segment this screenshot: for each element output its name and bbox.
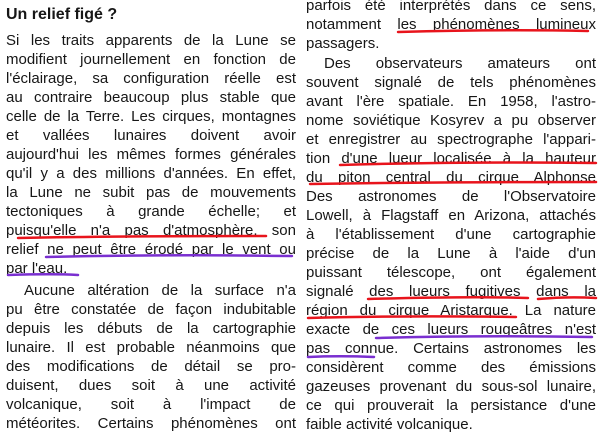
right-line: exacte de ces lueurs rougeâtres n'est [306,321,596,338]
right-line: puissant télescope, ont également [306,264,596,281]
section-title: Un relief figé ? [6,6,118,23]
right-line: nome soviétique Kosyrev a pu observer [306,112,596,129]
right-line: tion d'une lueur localisée à la hauteur [306,150,596,167]
left-line: par l'eau. [6,260,68,277]
left-line: volcanique, soit à l'impact de [6,396,296,413]
right-line: faible activité volcanique. [306,416,473,433]
right-line: précise de la Lune à l'aide d'un [306,245,596,262]
left-line: celle de la Terre. Les cirques, montagnes [6,108,296,125]
left-line: météorites. Certains phénomènes ont [6,415,296,432]
left-line: relief ne peut être érodé par le vent ou [6,241,296,258]
left-line: l'éclairage, sa configuration réelle est [6,70,296,87]
right-line: notamment les phénomènes lumineux [306,16,596,33]
right-line: signalé des lueurs fugitives dans la [306,283,596,300]
right-line: Des observateurs amateurs ont [324,55,596,72]
right-line: avant l'ère spatiale. En 1958, l'astro- [306,93,596,110]
left-line: Si les traits apparents de la Lune se [6,32,296,49]
right-line: gazeuses provenant du sous-sol lunaire, [306,378,596,395]
left-line: Aucune altération de la surface n'a [24,282,296,299]
left-line: modifient journellement en fonction de [6,51,296,68]
left-line: au contraire beaucoup plus stable que [6,89,296,106]
right-line: à l'établissement d'une cartographie [306,226,596,243]
left-line: pu être constatée de façon indubitable [6,301,296,318]
left-line: puisqu'elle n'a pas d'atmosphère, son [6,222,296,239]
left-line: depuis les débuts de la cartographie [6,320,296,337]
right-line: du piton central du cirque Alphonse [306,169,596,186]
left-line: qu'il y a des millions d'années. En effet, [6,165,296,182]
right-line: Lowell, à Flagstaff en Arizona, attachés [306,207,596,224]
left-line: des modifications de détail se pro- [6,358,296,375]
left-line: duisent, dues soit à une activité [6,377,296,394]
right-line: considèrent comme des émissions [306,359,596,376]
right-line: Des astronomes de l'Observatoire [306,188,596,205]
left-line: lunaire. Il est probable néanmoins que [6,339,296,356]
left-line: et vallées lunaires doivent avoir [6,127,296,144]
right-line: souvent signalé de tels phénomènes [306,74,596,91]
right-line: et enregistrer au spectrographe l'appari- [306,131,596,148]
right-line: passagers. [306,35,380,52]
right-line: ce qui prouverait la persistance d'une [306,397,596,414]
left-line: la Lune ne subit pas de mouvements [6,184,296,201]
right-line: pas connue. Certains astronomes les [306,340,596,357]
right-line: parfois été interprétés dans ce sens, [306,0,596,14]
left-line: tectoniques à grande échelle; et [6,203,296,220]
left-line: aujourd'hui les mêmes formes générales [6,146,296,163]
right-line: région du cirque Aristarque. La nature [306,302,596,319]
